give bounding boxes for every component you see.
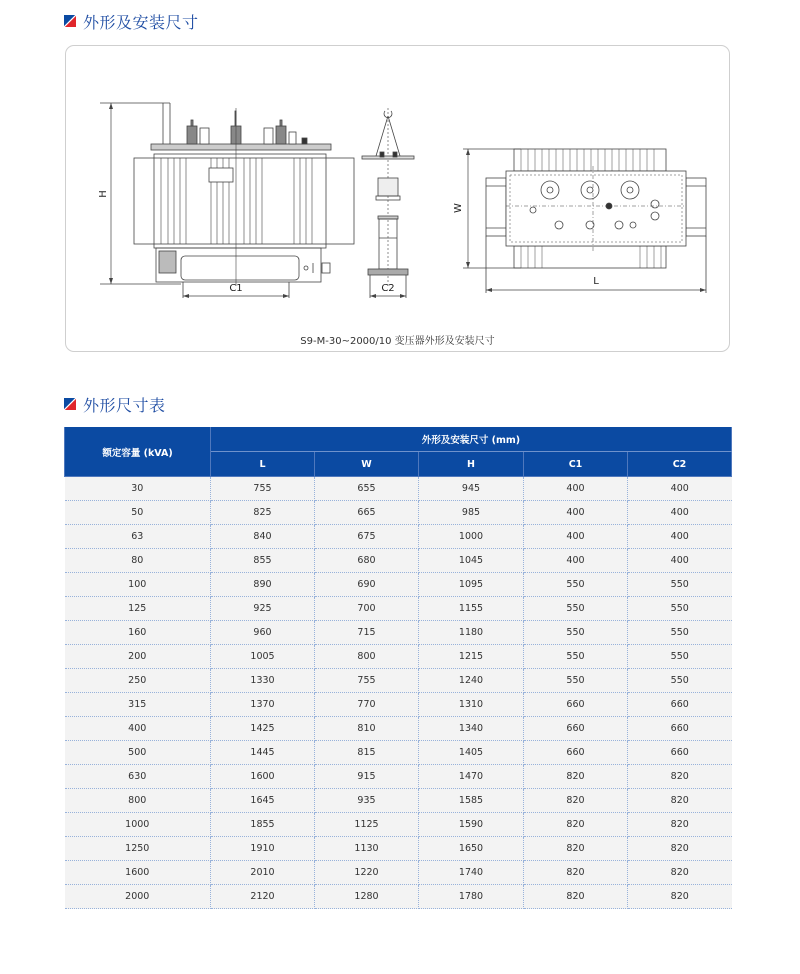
table-row [65,813,732,837]
cell-l: 960 [211,621,315,645]
dimension-table [64,427,732,909]
table-row [65,573,732,597]
cell-c2: 400 [628,501,732,525]
cell-capacity: 200 [65,645,211,669]
header-capacity: 额定容量 (kVA) [65,427,211,477]
cell-c1: 820 [524,837,628,861]
table-row [65,621,732,645]
cell-l: 1600 [211,765,315,789]
cell-h: 1740 [419,861,524,885]
cell-capacity: 1000 [65,813,211,837]
cell-c1: 550 [524,597,628,621]
cell-c2: 660 [628,717,732,741]
table-row [65,525,732,549]
cell-c1: 660 [524,741,628,765]
table-row [65,885,732,909]
dimension-label-l: L [593,276,599,287]
cell-w: 755 [315,669,419,693]
cell-w: 935 [315,789,419,813]
cell-c2: 550 [628,621,732,645]
corner-flag-icon [64,15,76,27]
section-title-outline-dimensions [64,9,199,33]
cell-c1: 400 [524,501,628,525]
cell-w: 1280 [315,885,419,909]
table-row [65,501,732,525]
cell-c2: 820 [628,765,732,789]
cell-h: 945 [419,477,524,501]
cell-w: 915 [315,765,419,789]
cell-h: 1155 [419,597,524,621]
cell-l: 1855 [211,813,315,837]
header-dimensions-group: 外形及安装尺寸 (mm) [211,427,732,452]
section-title-text: 外形尺寸表 [83,395,166,415]
cell-c2: 400 [628,477,732,501]
cell-c2: 660 [628,693,732,717]
cell-h: 1095 [419,573,524,597]
header-c2: C2 [628,452,732,477]
dimension-label-c2: C2 [381,283,395,294]
top-view [453,149,706,293]
cell-capacity: 50 [65,501,211,525]
cell-c2: 820 [628,861,732,885]
cell-l: 925 [211,597,315,621]
cell-c1: 660 [524,693,628,717]
cell-w: 1220 [315,861,419,885]
dimension-label-c1: C1 [229,283,243,294]
cell-h: 1405 [419,741,524,765]
cell-capacity: 100 [65,573,211,597]
cell-c2: 820 [628,813,732,837]
cell-capacity: 80 [65,549,211,573]
cell-h: 1650 [419,837,524,861]
cell-l: 2120 [211,885,315,909]
cell-c1: 820 [524,861,628,885]
cell-w: 800 [315,645,419,669]
cell-w: 700 [315,597,419,621]
cell-l: 1425 [211,717,315,741]
dimension-label-h: H [98,190,109,198]
transformer-drawing [66,46,731,353]
cell-l: 1645 [211,789,315,813]
cell-c1: 550 [524,669,628,693]
section-title-text: 外形及安装尺寸 [83,12,199,32]
cell-capacity: 315 [65,693,211,717]
table-row [65,549,732,573]
section-title-dimension-table [64,392,166,416]
table-row [65,693,732,717]
cell-l: 1330 [211,669,315,693]
diagram-caption: S9-M-30~2000/10 变压器外形及安装尺寸 [300,336,495,347]
cell-l: 890 [211,573,315,597]
cell-w: 1130 [315,837,419,861]
table-row [65,717,732,741]
cell-capacity: 800 [65,789,211,813]
corner-flag-icon [64,398,76,410]
cell-c1: 400 [524,477,628,501]
cell-c1: 820 [524,813,628,837]
cell-c2: 820 [628,885,732,909]
cell-c1: 550 [524,621,628,645]
cell-c1: 660 [524,717,628,741]
table-row [65,669,732,693]
cell-h: 1000 [419,525,524,549]
table-row [65,645,732,669]
cell-c1: 820 [524,885,628,909]
cell-c1: 400 [524,525,628,549]
header-c1: C1 [524,452,628,477]
cell-c2: 400 [628,525,732,549]
cell-h: 1215 [419,645,524,669]
transformer-diagram-panel [65,45,730,352]
cell-capacity: 1600 [65,861,211,885]
cell-w: 655 [315,477,419,501]
cell-h: 985 [419,501,524,525]
table-row [65,741,732,765]
cell-h: 1340 [419,717,524,741]
cell-w: 1125 [315,813,419,837]
cell-c1: 550 [524,573,628,597]
cell-c2: 550 [628,573,732,597]
cell-w: 810 [315,717,419,741]
cell-capacity: 30 [65,477,211,501]
cell-h: 1780 [419,885,524,909]
table-row [65,789,732,813]
cell-h: 1045 [419,549,524,573]
table-body [65,477,732,909]
cell-capacity: 500 [65,741,211,765]
cell-c2: 400 [628,549,732,573]
cell-c2: 550 [628,645,732,669]
cell-w: 690 [315,573,419,597]
cell-l: 840 [211,525,315,549]
cell-c1: 820 [524,789,628,813]
cell-c2: 550 [628,669,732,693]
cell-w: 675 [315,525,419,549]
cell-w: 665 [315,501,419,525]
table-row [65,837,732,861]
cell-l: 825 [211,501,315,525]
header-w: W [315,452,419,477]
cell-h: 1470 [419,765,524,789]
cell-w: 770 [315,693,419,717]
cell-h: 1310 [419,693,524,717]
cell-c2: 820 [628,789,732,813]
cell-w: 680 [315,549,419,573]
cell-l: 1005 [211,645,315,669]
dimension-label-w: W [453,203,464,213]
cell-l: 1445 [211,741,315,765]
cell-capacity: 630 [65,765,211,789]
cell-c2: 550 [628,597,732,621]
cell-capacity: 63 [65,525,211,549]
cell-w: 715 [315,621,419,645]
cell-c1: 820 [524,765,628,789]
table-row [65,861,732,885]
front-view [98,103,354,298]
cell-l: 2010 [211,861,315,885]
table-row [65,597,732,621]
cell-l: 1910 [211,837,315,861]
cell-capacity: 1250 [65,837,211,861]
cell-c1: 550 [524,645,628,669]
cell-c2: 820 [628,837,732,861]
cell-h: 1585 [419,789,524,813]
cell-l: 855 [211,549,315,573]
cell-h: 1240 [419,669,524,693]
cell-c2: 660 [628,741,732,765]
cell-capacity: 2000 [65,885,211,909]
cell-capacity: 125 [65,597,211,621]
cell-capacity: 250 [65,669,211,693]
cell-c1: 400 [524,549,628,573]
cell-l: 755 [211,477,315,501]
table-row [65,765,732,789]
cell-capacity: 160 [65,621,211,645]
header-h: H [419,452,524,477]
cell-h: 1590 [419,813,524,837]
cell-w: 815 [315,741,419,765]
cell-h: 1180 [419,621,524,645]
table-row [65,477,732,501]
header-l: L [211,452,315,477]
side-view [362,108,414,298]
cell-capacity: 400 [65,717,211,741]
cell-l: 1370 [211,693,315,717]
